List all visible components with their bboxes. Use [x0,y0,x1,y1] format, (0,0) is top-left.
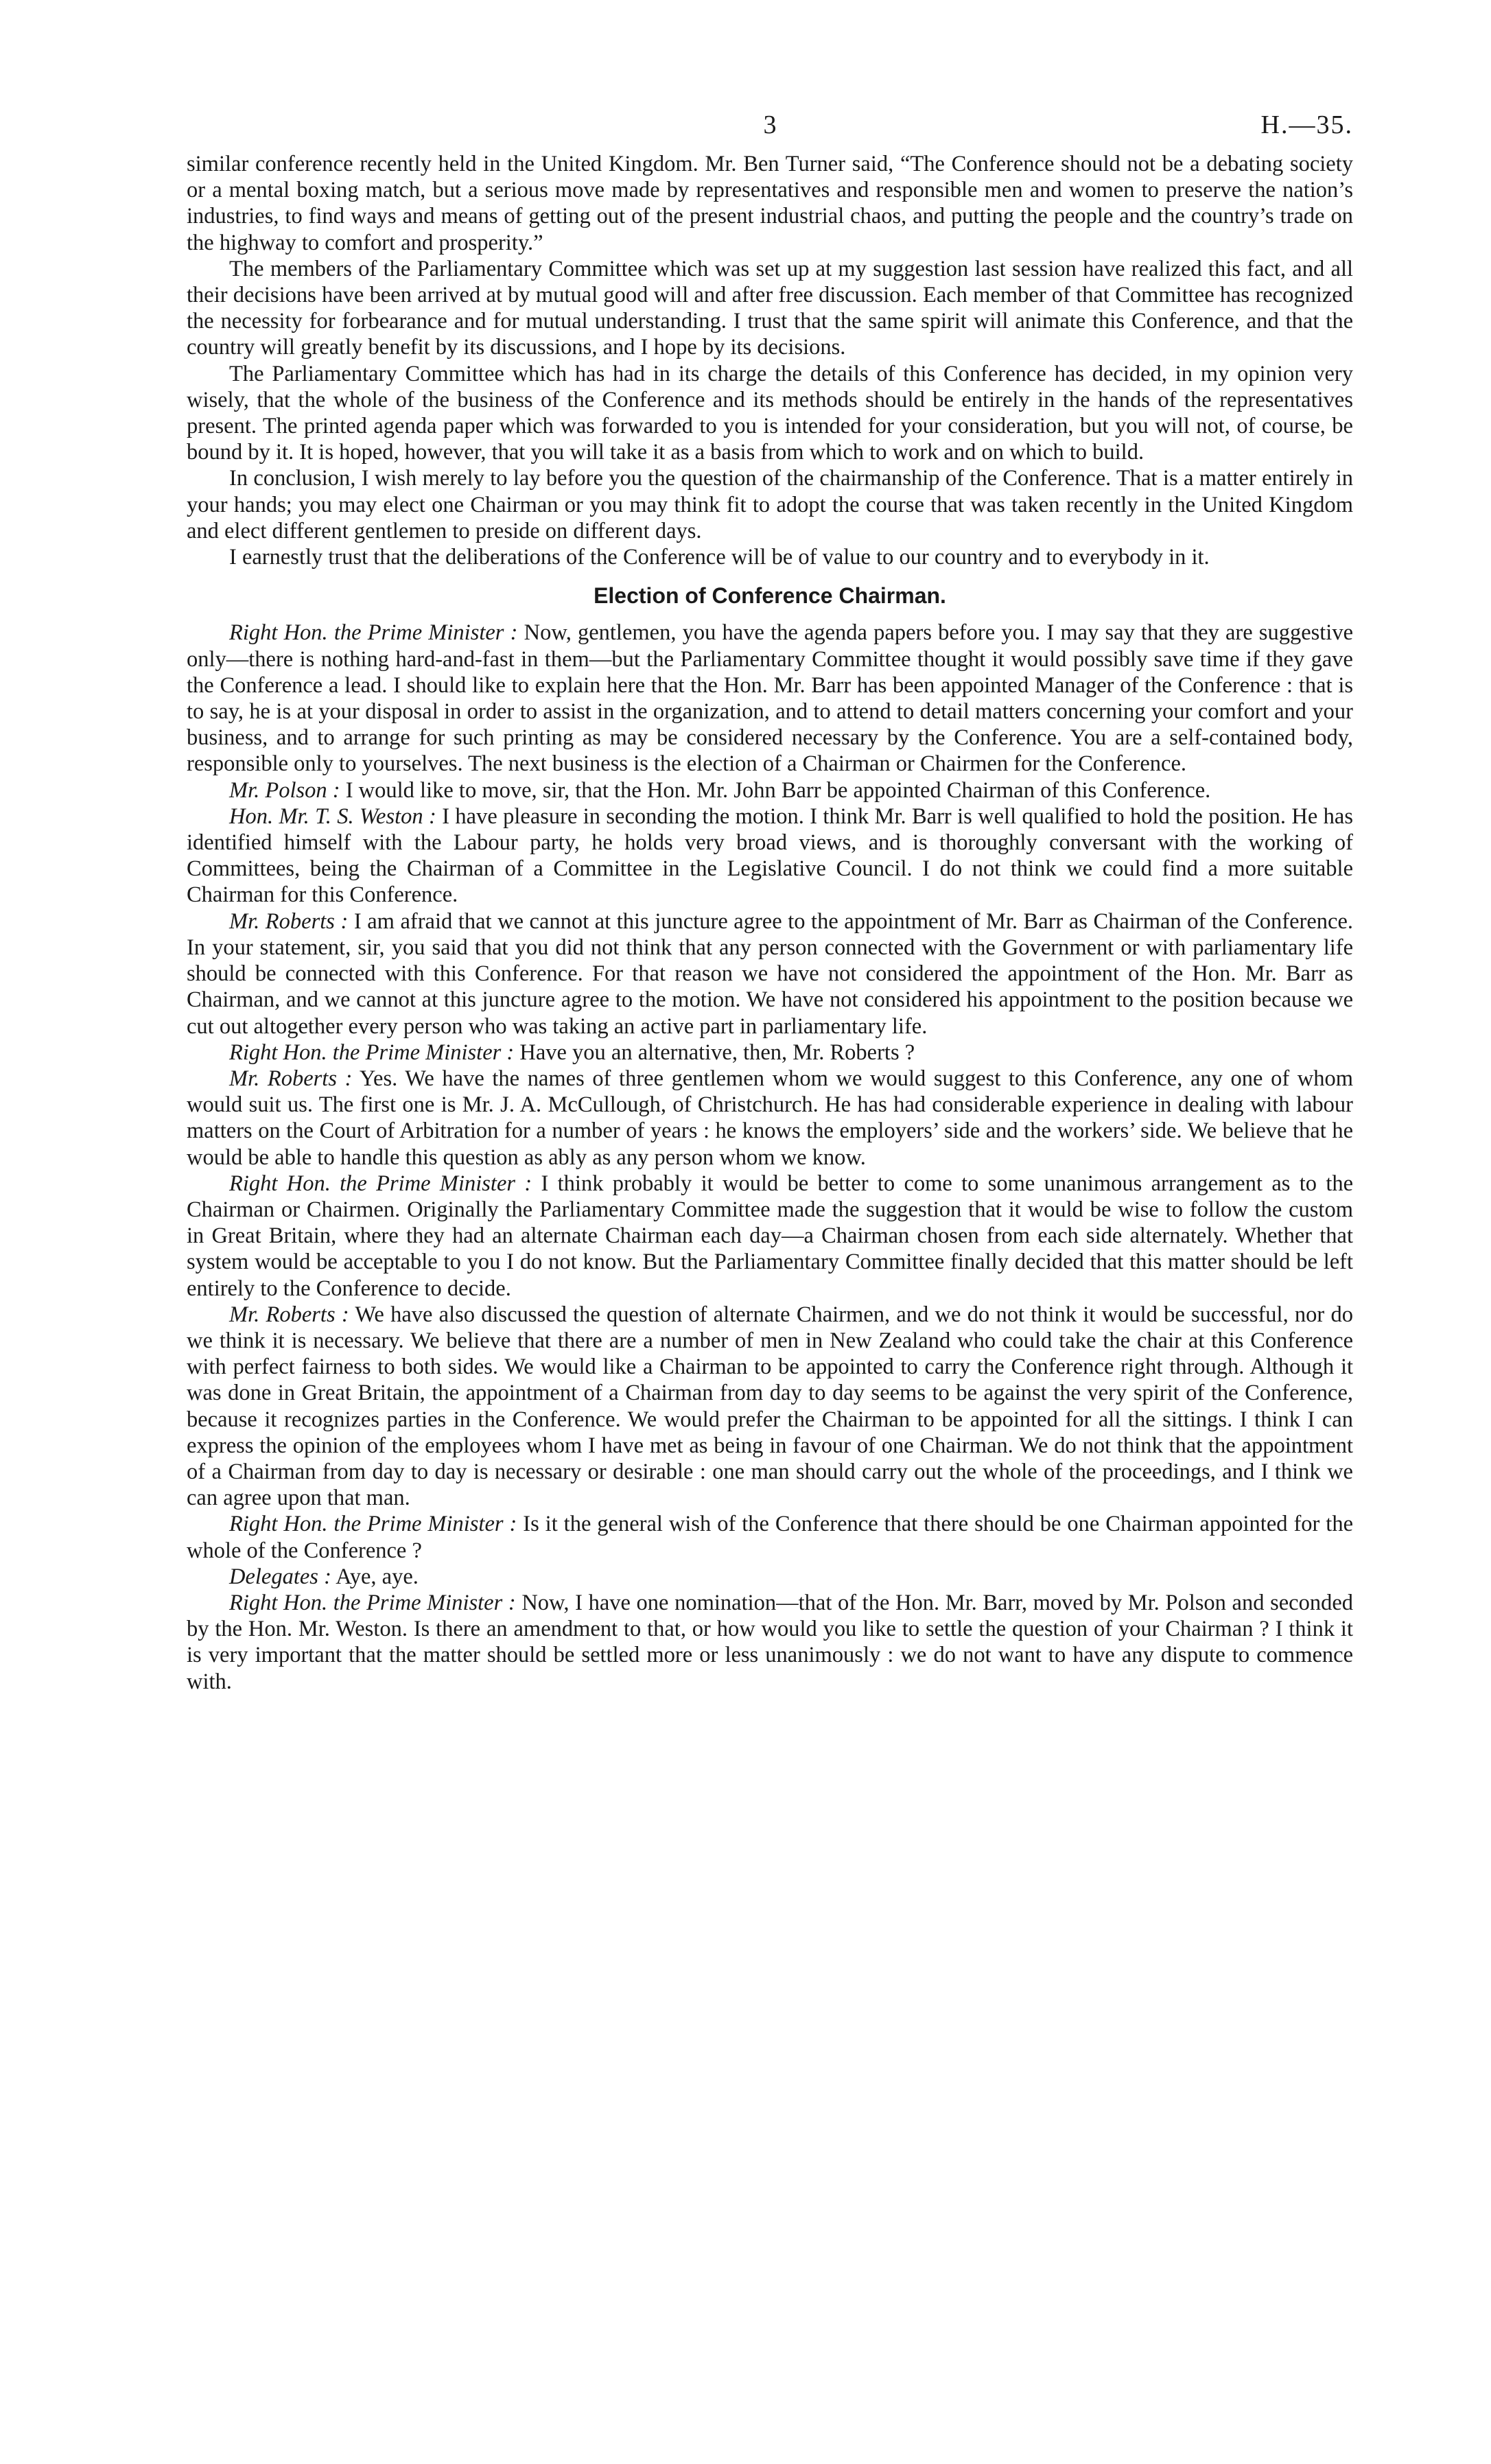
speech-text: Have you an alternative, then, Mr. Roberts ? [519,1040,915,1065]
speaker-name: Right Hon. the Prime Minister : [229,1040,515,1065]
exchange-paragraph [187,777,1353,803]
speech-text: Now, I have one nomination—that of the Hon. Mr. Barr, moved by Mr. Polson and seconded by the Hon. Mr. Weston. Is there an amendment to that, or how would you like to settle the question of your Chairman ? I think it is very important that the matter should be settled more or less unanimously : we do not want to have any dispute to commence with. [187,1590,1354,1694]
speech-text: I have pleasure in seconding the motion. I think Mr. Barr is well qualified to hold the position. He has identified himself with the Labour party, he holds very broad views, and is thoroughly conversant with the working of Committees, being the Chairman of a Committee in the Legislative Council. I do not think we could find a more suitable Chairman for this Conference. [187,803,1353,908]
speaker-name: Mr. Roberts : [229,908,349,934]
speech-text: We have also discussed the question of alternate Chairmen, and we do not think it would be successful, nor do we think it is necessary. We believe that there are a number of men in New Zealand who could take the chair at this Conference with perfect fairness to both sides. We would like a Chairman to be appointed to carry the Conference right through. Although it was done in Great Britain, the appointment of a Chairman from day to day seems to be against the very spirit of the Conference, because it recognizes parties in the Conference. We would prefer the Chairman to be appointed for all the sittings. I think I can express the opinion of the employees whom I have met as being in favour of one Chairman. We do not think that the appointment of a Chairman from day to day is necessary or desirable : one man should carry out the whole of the proceedings, and I think we can agree upon that man. [187,1302,1354,1511]
exchange-paragraph [187,1302,1353,1512]
speech-text: I think probably it would be better to come to some unanimous arrangement as to the Chairman or Chairmen. Originally the Parliamentary Committee made the suggestion that it would be wise to follow the custom in Great Britain, where they had an alternate Chairman each day—a Chairman chosen from each side alternately. Whether that system would be acceptable to you I do not know. But the Parliamentary Committee finally decided that this matter should be left entirely to the Conference to decide. [187,1171,1354,1301]
exchange-paragraph [187,803,1353,908]
speaker-name: Delegates : [229,1564,331,1589]
paragraph: The members of the Parliamentary Committee which was set up at my suggestion last session have realized this fact, and all their decisions have been arrived at by mutual good will and after free discussion. Each member of that Committee has recognized the necessity for forbearance and for mutual understanding. I trust that the same spirit will animate this Conference, and that the country will greatly benefit by its discussions, and I hope by its decisions. [187,256,1353,360]
speaker-name: Hon. Mr. T. S. Weston : [229,803,436,829]
document-reference: H.—35. [1260,110,1353,139]
paragraph: In conclusion, I wish merely to lay before you the question of the chairmanship of the Conference. That is a matter entirely in your hands; you may elect one Chairman or you may think fit to adopt the course that was taken recently in the United Kingdom and elect different gentlemen to preside on different days. [187,466,1353,543]
speech-text: Is it the general wish of the Conference that there should be one Chairman appointed for the whole of the Conference ? [187,1512,1353,1563]
document-page [187,110,1353,1695]
speech-text: I am afraid that we cannot at this juncture agree to the appointment of Mr. Barr as Chairman of the Conference. In your statement, sir, you said that you did not think that any person connected with the Government or with parliamentary life should be connected with this Conference. For that reason we have not considered the appointment of the Hon. Mr. Barr as Chairman, and we cannot at this juncture agree to the motion. We have not considered his appointment to the position because we cut out altogether every person who was taking an active part in parliamentary life. [187,908,1353,1039]
speaker-name: Right Hon. the Prime Minister : [229,1512,517,1537]
speech-text: I would like to move, sir, that the Hon. Mr. John Barr be appointed Chairman of this Conference. [345,777,1211,803]
section-heading: Election of Conference Chairman. [594,583,946,609]
speaker-name: Mr. Polson : [229,777,340,803]
paragraph: The Parliamentary Committee which has had in its charge the details of this Conference has decided, in my opinion very wisely, that the whole of the business of the Conference and its methods should be entirely in the hands of the representatives present. The printed agenda paper which was forwarded to you is intended for your consideration, but you will not, of course, be bound by it. It is hoped, however, that you will take it as a basis from which to work and on which to build. [187,361,1353,465]
page-header [187,110,1353,151]
exchange-paragraph [187,908,1353,1040]
page-number: 3 [763,110,777,139]
exchange-paragraph [187,1511,1353,1563]
exchange-paragraph [187,1564,1353,1590]
speech-text: Now, gentlemen, you have the agenda papers before you. I may say that they are suggestive only—there is nothing hard-and-fast in them—but the Parliamentary Committee thought it would possibly save time if they gave the Conference a lead. I should like to explain here that the Hon. Mr. Barr has been appointed Manager of the Conference : that is to say, he is at your disposal in order to assist in the organization, and to attend to detail matters concerning your comfort and your business, and to arrange for such printing as may be considered necessary by the Conference. You are a self-contained body, responsible only to yourselves. The next business is the election of a Chairman or Chairmen for the Conference. [187,620,1354,777]
paragraph: I earnestly trust that the deliberations of the Conference will be of value to our country and to everybody in it. [229,545,1210,570]
speaker-name: Right Hon. the Prime Minister : [229,1590,516,1615]
speaker-name: Right Hon. the Prime Minister : [229,1171,532,1196]
exchange-paragraph [187,1040,1353,1066]
document-body [187,151,1353,1695]
exchange-paragraph [187,620,1353,777]
exchange-paragraph [187,1590,1353,1695]
speaker-name: Mr. Roberts : [229,1066,353,1091]
speaker-name: Mr. Roberts : [229,1302,349,1327]
paragraph: similar conference recently held in the United Kingdom. Mr. Ben Turner said, “The Conference should not be a debating society or a mental boxing match, but a serious move made by representatives and responsible men and women to preserve the nation’s industries, to find ways and means of getting out of the present industrial chaos, and putting the people and the country’s trade on the highway to comfort and prosperity.” [187,152,1353,255]
speech-text: Yes. We have the names of three gentlemen whom we would suggest to this Conference, any one of whom would suit us. The first one is Mr. J. A. McCullough, of Christchurch. He has had considerable experience in dealing with labour matters on the Court of Arbitration for a number of years : he knows the employers’ side and the workers’ side. We believe that he would be able to handle this question as ably as any person whom we know. [187,1066,1354,1170]
speaker-name: Right Hon. the Prime Minister : [229,620,518,646]
speech-text: Aye, aye. [336,1564,419,1589]
exchange-paragraph [187,1171,1353,1302]
exchange-paragraph [187,1066,1353,1171]
